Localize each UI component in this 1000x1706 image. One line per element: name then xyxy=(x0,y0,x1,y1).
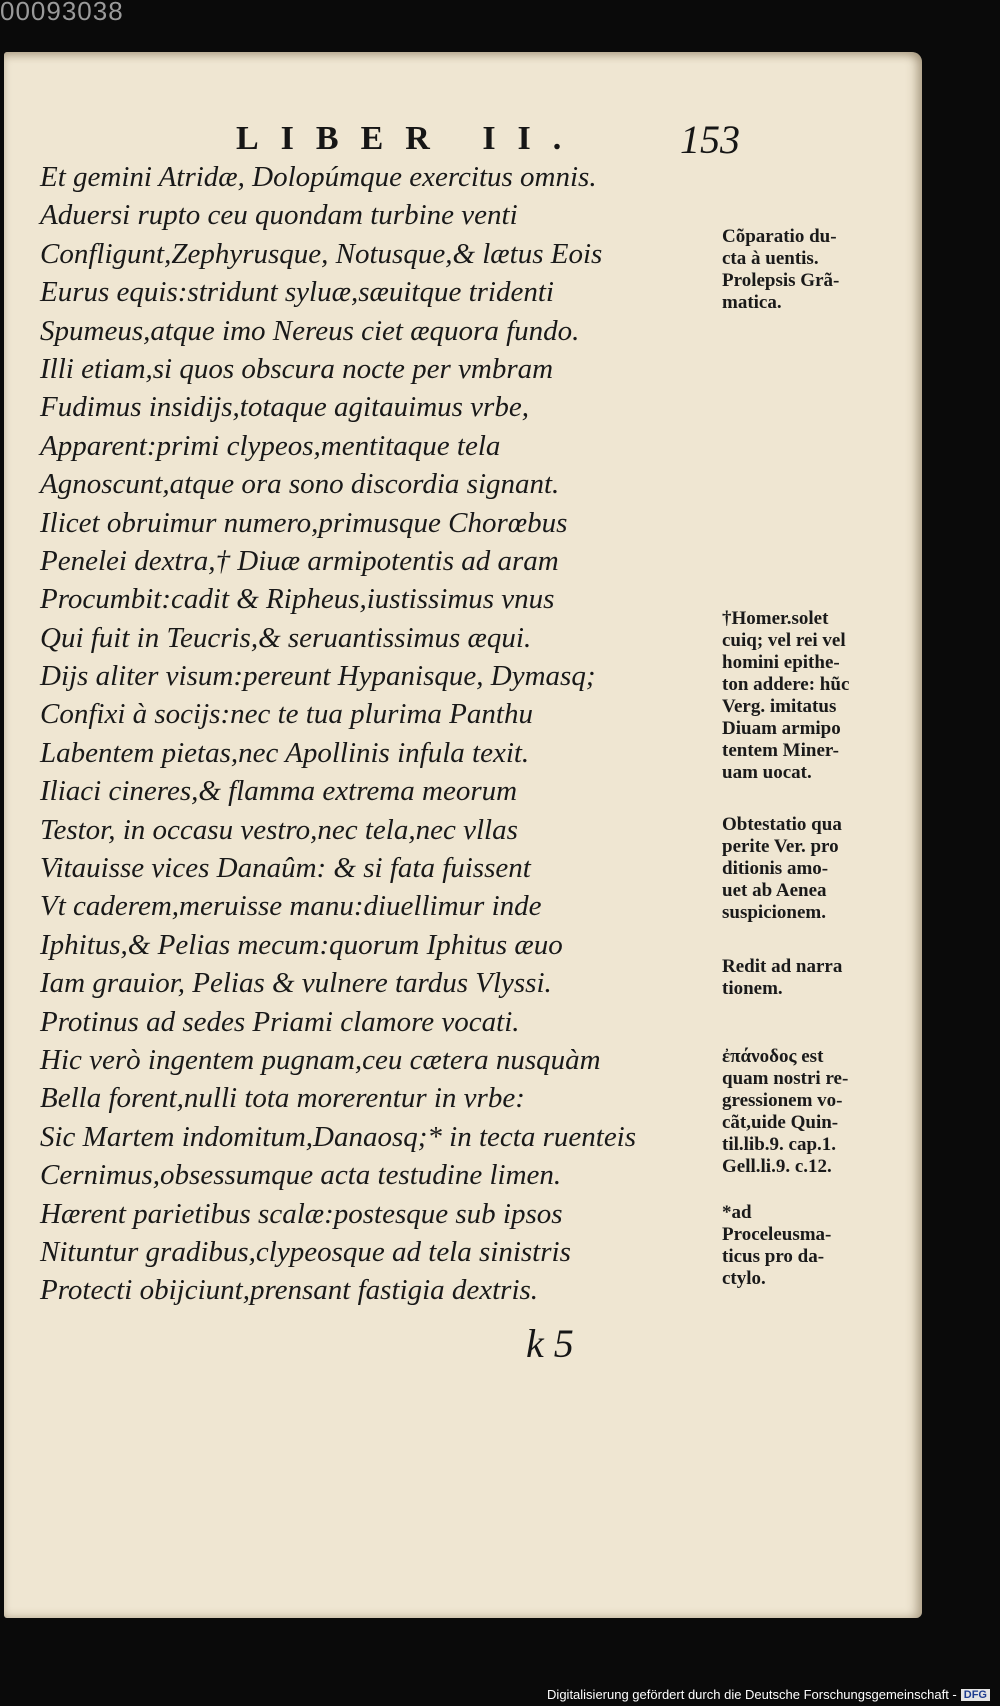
verse-line: Vitauisse vices Danaûm: & si fata fuissent xyxy=(40,852,531,885)
verse-line: Dijs aliter visum:pereunt Hypanisque, Dymasq; xyxy=(40,660,596,693)
verse-line: Protecti obijciunt,prensant fastigia dextris. xyxy=(40,1274,539,1307)
book-page xyxy=(4,52,922,1618)
verse-line: Nituntur gradibus,clypeosque ad tela sinistris xyxy=(40,1235,571,1268)
marginal-note-line: tionem. xyxy=(722,978,783,999)
verse-line: Iam grauior, Pelias & vulnere tardus Vlyssi. xyxy=(40,967,552,1000)
verse-line: Fudimus insidijs,totaque agitauimus vrbe, xyxy=(40,391,529,424)
verse-line: Protinus ad sedes Priami clamore vocati. xyxy=(40,1005,520,1038)
verse-column xyxy=(40,158,700,1310)
verse-line: Eurus equis:stridunt syluæ,sæuitque tridenti xyxy=(40,276,554,309)
marginal-note-line: ton addere: hũc xyxy=(722,674,850,695)
verse-line: Ilicet obruimur numero,primusque Chorœbus xyxy=(40,506,568,539)
marginal-note xyxy=(722,1046,912,1178)
verse-line: Spumeus,atque imo Nereus ciet æquora fundo. xyxy=(40,314,580,347)
marginal-note-line: Gell.li.9. c.12. xyxy=(722,1156,832,1177)
marginal-note-line: Cõparatio du- xyxy=(722,226,837,247)
marginal-note-line: suspicionem. xyxy=(722,902,826,923)
verse-line: Agnoscunt,atque ora sono discordia signant. xyxy=(40,468,560,501)
verse-line: Apparent:primi clypeos,mentitaque tela xyxy=(40,429,501,462)
verse-line: Sic Martem indomitum,Danaosq;* in tecta ruenteis xyxy=(40,1120,637,1153)
dfg-logo: DFG xyxy=(961,1689,990,1701)
marginal-note-line: cãt,uide Quin- xyxy=(722,1112,839,1133)
marginal-note-line: *ad xyxy=(722,1202,752,1223)
marginal-note xyxy=(722,814,912,924)
verse-line: Iliaci cineres,& flamma extrema meorum xyxy=(40,775,518,808)
marginal-note-line: ἐπάνοδος est xyxy=(722,1046,824,1067)
verse-line: Penelei dextra,† Diuæ armipotentis ad aram xyxy=(40,544,559,577)
marginal-note-line: quam nostri re- xyxy=(722,1068,849,1089)
verse-line: Et gemini Atridæ, Dolopúmque exercitus omnis. xyxy=(40,161,597,193)
verse-line: Hic verò ingentem pugnam,ceu cætera nusquàm xyxy=(40,1043,601,1076)
verse-line: Cernimus,obsessumque acta testudine limen. xyxy=(40,1159,562,1192)
marginal-note-line: uet ab Aenea xyxy=(722,880,827,901)
marginal-note-line: ticus pro da- xyxy=(722,1246,825,1267)
page-number: 153 xyxy=(680,117,740,162)
credit-text: Digitalisierung gefördert durch die Deutsche Forschungsgemeinschaft - xyxy=(547,1687,957,1702)
digitization-credit xyxy=(547,1687,990,1702)
marginal-note-line: Proceleusma- xyxy=(722,1224,832,1245)
marginal-note-line: ditionis amo- xyxy=(722,858,829,879)
verse-line: Confligunt,Zephyrusque, Notusque,& lætus Eois xyxy=(40,237,603,270)
verse-line: Labentem pietas,nec Apollinis infula texit. xyxy=(40,736,530,769)
scan-id: 00093038 xyxy=(0,0,124,26)
marginal-note-line: perite Ver. pro xyxy=(722,836,839,857)
signature-mark: k 5 xyxy=(526,1321,574,1366)
verse-line: Iphitus,& Pelias mecum:quorum Iphitus æuo xyxy=(40,928,563,961)
marginal-note-line: Prolepsis Grã- xyxy=(722,270,840,291)
marginal-note-line: Redit ad narra xyxy=(722,956,843,977)
verse-line: Qui fuit in Teucris,& seruantissimus æqui. xyxy=(40,621,532,654)
verse-line: Testor, in occasu vestro,nec tela,nec vllas xyxy=(40,813,518,846)
marginal-note-line: uam uocat. xyxy=(722,762,812,783)
marginal-note-line: Obtestatio qua xyxy=(722,814,842,835)
marginal-note-line: †Homer.solet xyxy=(722,608,829,629)
marginal-note-line: tentem Miner- xyxy=(722,740,839,761)
marginal-note-line: cta à uentis. xyxy=(722,248,819,269)
verse-line: Hærent parietibus scalæ:postesque sub ipsos xyxy=(40,1197,563,1230)
running-head: LIBER II. xyxy=(236,120,584,157)
marginal-note xyxy=(722,1202,912,1290)
marginal-note-line: cuiq; vel rei vel xyxy=(722,630,846,651)
verse-line: Vt caderem,meruisse manu:diuellimur inde xyxy=(40,890,542,923)
marginal-note xyxy=(722,226,912,314)
marginal-note-line: matica. xyxy=(722,292,782,313)
marginal-note-line: ctylo. xyxy=(722,1268,766,1289)
marginal-note xyxy=(722,956,912,1000)
marginal-note xyxy=(722,608,912,784)
verse-line: Aduersi rupto ceu quondam turbine venti xyxy=(40,199,518,232)
verse-line: Illi etiam,si quos obscura nocte per vmbram xyxy=(40,352,554,385)
marginal-note-line: Diuam armipo xyxy=(722,718,841,739)
verse-line: Bella forent,nulli tota morerentur in vrbe: xyxy=(40,1082,525,1115)
marginal-note-line: Verg. imitatus xyxy=(722,696,837,717)
marginal-note-line: gressionem vo- xyxy=(722,1090,843,1111)
verse-line: Procumbit:cadit & Ripheus,iustissimus vnus xyxy=(40,583,555,616)
verse-line: Confixi à socijs:nec te tua plurima Panthu xyxy=(40,698,533,731)
marginal-note-line: til.lib.9. cap.1. xyxy=(722,1134,837,1155)
marginal-note-line: homini epithe- xyxy=(722,652,840,673)
